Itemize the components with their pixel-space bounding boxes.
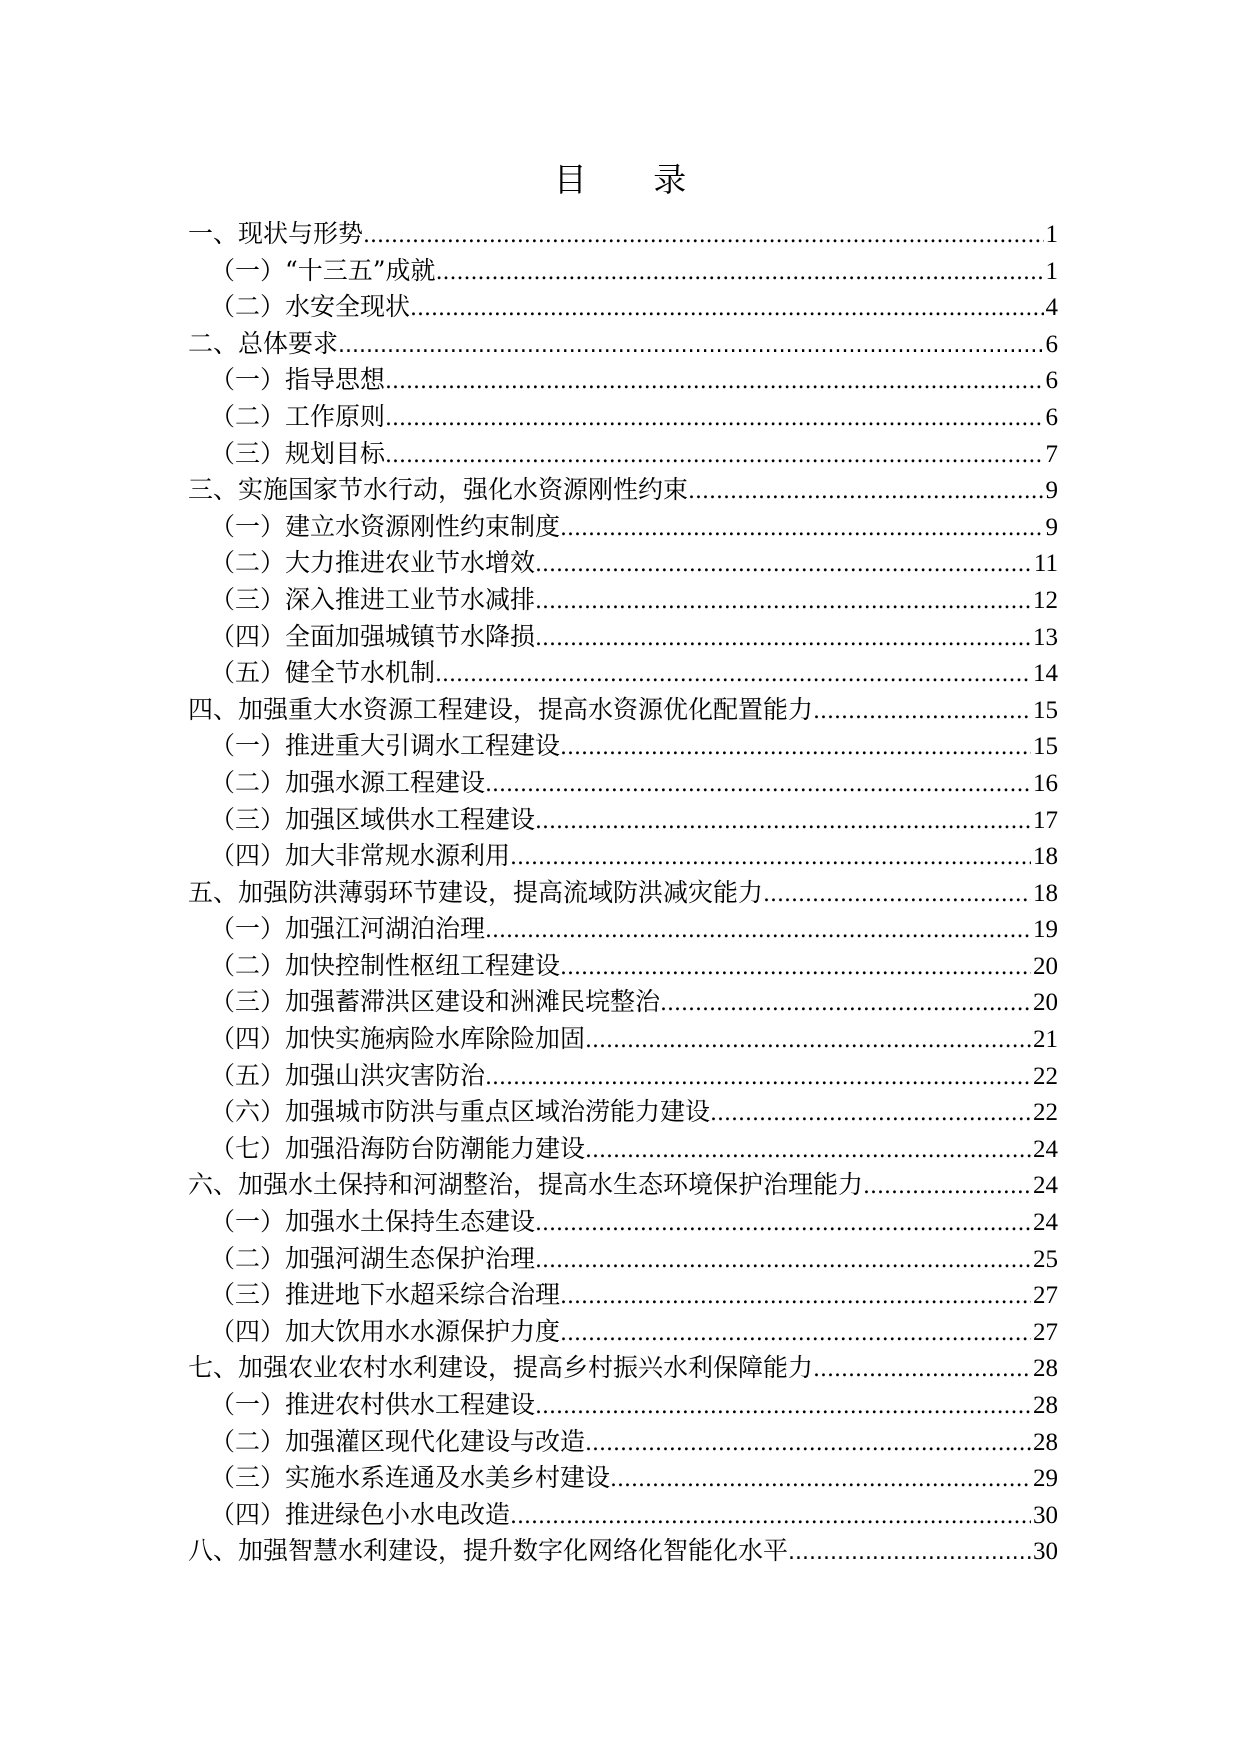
toc-entry-label: （四）加大饮用水水源保护力度: [210, 1316, 561, 1346]
toc-chapter-entry[interactable]: [188, 1167, 1058, 1204]
toc-entry-label: （一）“十三五”成就: [210, 255, 436, 285]
toc-entry-label: （一）建立水资源刚性约束制度: [210, 511, 561, 541]
toc-entry-label: （一）推进农村供水工程建设: [210, 1390, 536, 1419]
toc-dot-leader: [585, 1133, 1031, 1168]
toc-page-number: 18: [1033, 879, 1058, 907]
toc-dot-leader: [560, 1316, 1031, 1351]
toc-page-number: 6: [1045, 403, 1058, 431]
toc-page-number: 9: [1045, 513, 1058, 541]
toc-section-entry[interactable]: [188, 802, 1058, 839]
toc-page-number: 28: [1033, 1392, 1058, 1419]
toc-entry-label: （二）加强河湖生态保护治理: [210, 1243, 536, 1273]
toc-page-number: 12: [1033, 586, 1058, 614]
toc-dot-leader: [485, 767, 1031, 802]
toc-entry-label: 一、现状与形势: [188, 219, 364, 248]
toc-page-number: 4: [1045, 294, 1058, 322]
toc-entry-label: （三）实施水系连通及水美乡村建设: [210, 1463, 611, 1493]
toc-entry-label: （四）推进绿色小水电改造: [210, 1499, 511, 1529]
toc-entry-label: （三）推进地下水超采综合治理: [210, 1280, 561, 1310]
toc-page-number: 24: [1033, 1209, 1058, 1237]
toc-dot-leader: [363, 218, 1043, 253]
toc-entry-label: （一）推进重大引调水工程建设: [210, 731, 561, 761]
toc-chapter-entry[interactable]: [188, 1350, 1058, 1387]
toc-entry-label: （一）加强水土保持生态建设: [210, 1207, 536, 1237]
toc-section-entry[interactable]: [188, 545, 1058, 582]
toc-dot-leader: [763, 877, 1031, 912]
toc-dot-leader: [535, 1243, 1031, 1278]
toc-page-number: 6: [1045, 330, 1058, 358]
toc-entry-label: 三、实施国家节水行动，强化水资源刚性约束: [188, 475, 689, 505]
toc-dot-leader: [560, 950, 1031, 985]
toc-section-entry[interactable]: [188, 1204, 1058, 1241]
toc-page-number: 27: [1033, 1318, 1058, 1346]
toc-entry-label: （五）加强山洪灾害防治: [210, 1060, 486, 1090]
toc-entry-label: （五）健全节水机制: [210, 658, 436, 688]
toc-dot-leader: [813, 694, 1031, 729]
toc-entry-label: （二）水安全现状: [210, 292, 411, 322]
toc-entry-label: （三）深入推进工业节水减排: [210, 584, 536, 614]
toc-entry-label: （一）加强江河湖泊治理: [210, 914, 486, 944]
toc-page-number: 11: [1033, 550, 1058, 578]
toc-entry-label: （四）全面加强城镇节水降损: [210, 621, 536, 651]
toc-entry-label: （三）加强区域供水工程建设: [210, 804, 536, 834]
toc-entry-label: （六）加强城市防洪与重点区域治涝能力建设: [210, 1097, 711, 1127]
toc-entry-label: （二）加快控制性枢纽工程建设: [210, 950, 561, 980]
toc-dot-leader: [585, 1426, 1031, 1461]
toc-dot-leader: [535, 547, 1032, 582]
toc-entry-label: （一）指导思想: [210, 365, 386, 395]
toc-chapter-entry[interactable]: [188, 326, 1058, 363]
toc-dot-leader: [385, 438, 1043, 473]
toc-entry-label: 二、总体要求: [188, 328, 339, 358]
toc-dot-leader: [788, 1535, 1031, 1570]
toc-dot-leader: [560, 730, 1031, 765]
toc-section-entry[interactable]: [188, 1460, 1058, 1497]
toc-dot-leader: [660, 986, 1031, 1021]
toc-entry-label: 四、加强重大水资源工程建设，提高水资源优化配置能力: [188, 694, 814, 724]
toc-title: 目 录: [553, 160, 715, 199]
toc-section-entry[interactable]: [188, 838, 1058, 875]
toc-page-number: 25: [1033, 1245, 1058, 1273]
toc-section-entry[interactable]: [188, 399, 1058, 436]
toc-dot-leader: [585, 1023, 1031, 1058]
toc-section-entry[interactable]: [188, 1131, 1058, 1168]
toc-dot-leader: [410, 291, 1043, 326]
toc-dot-leader: [535, 584, 1031, 619]
toc-page-number: 24: [1033, 1172, 1058, 1200]
toc-dot-leader: [535, 1206, 1031, 1241]
toc-dot-leader: [610, 1462, 1031, 1497]
toc-page-number: 9: [1045, 477, 1058, 505]
toc-dot-leader: [560, 511, 1043, 546]
toc-section-entry[interactable]: [188, 728, 1058, 765]
toc-dot-leader: [385, 364, 1043, 399]
toc-section-entry[interactable]: [188, 1094, 1058, 1131]
toc-entry-label: 七、加强农业农村水利建设，提高乡村振兴水利保障能力: [188, 1353, 814, 1383]
toc-chapter-entry[interactable]: [188, 216, 1058, 253]
toc-page-number: 20: [1033, 989, 1058, 1017]
toc-page-number: 28: [1033, 1428, 1058, 1456]
toc-page-number: 1: [1045, 257, 1058, 285]
toc-dot-leader: [485, 1060, 1031, 1095]
toc-section-entry[interactable]: [188, 1277, 1058, 1314]
toc-dot-leader: [436, 255, 1044, 290]
toc-page-number: 22: [1033, 1099, 1058, 1127]
toc-section-entry[interactable]: [188, 1058, 1058, 1095]
toc-dot-leader: [535, 804, 1031, 839]
toc-entry-label: （二）大力推进农业节水增效: [210, 548, 536, 578]
toc-entry-label: （七）加强沿海防台防潮能力建设: [210, 1133, 586, 1163]
toc-section-entry[interactable]: [188, 1497, 1058, 1534]
toc-section-entry[interactable]: [188, 1021, 1058, 1058]
toc-page-number: 15: [1033, 696, 1058, 724]
toc-dot-leader: [813, 1352, 1031, 1387]
toc-entry-label: （二）工作原则: [210, 401, 386, 431]
toc-dot-leader: [385, 401, 1043, 436]
toc-page-number: 24: [1033, 1135, 1058, 1163]
toc-page-number: 16: [1033, 769, 1058, 797]
toc-section-entry[interactable]: [188, 253, 1058, 290]
toc-page-number: 28: [1033, 1355, 1058, 1383]
toc-chapter-entry[interactable]: [188, 1533, 1058, 1570]
toc-entry-label: （四）加大非常规水源利用: [210, 841, 511, 871]
toc-section-entry[interactable]: [188, 1424, 1058, 1461]
toc-page-number: 13: [1033, 623, 1058, 651]
toc-section-entry[interactable]: [188, 582, 1058, 619]
toc-page-number: 19: [1033, 916, 1058, 944]
toc-page-number: 1: [1045, 221, 1058, 248]
toc-section-entry[interactable]: [188, 765, 1058, 802]
toc-chapter-entry[interactable]: [188, 692, 1058, 729]
toc-chapter-entry[interactable]: [188, 472, 1058, 509]
toc-dot-leader: [710, 1096, 1031, 1131]
toc-entry-label: （三）规划目标: [210, 438, 386, 468]
toc-section-entry[interactable]: [188, 289, 1058, 326]
toc-dot-leader: [510, 1499, 1031, 1534]
toc-page-number: 22: [1033, 1062, 1058, 1090]
toc-page-number: 21: [1033, 1026, 1058, 1054]
toc-page-number: 30: [1033, 1501, 1058, 1529]
toc-page-number: 18: [1033, 843, 1058, 871]
toc-page-number: 17: [1033, 806, 1058, 834]
toc-entry-label: 五、加强防洪薄弱环节建设，提高流域防洪减灾能力: [188, 877, 764, 907]
toc-section-entry[interactable]: [188, 509, 1058, 546]
toc-entry-label: （四）加快实施病险水库除险加固: [210, 1024, 586, 1054]
toc-dot-leader: [485, 913, 1031, 948]
toc-dot-leader: [435, 657, 1031, 692]
table-of-contents: [188, 216, 1058, 1570]
toc-section-entry[interactable]: [188, 655, 1058, 692]
toc-page-number: 27: [1033, 1282, 1058, 1310]
toc-entry-label: 六、加强水土保持和河湖整治，提高水生态环境保护治理能力: [188, 1170, 864, 1200]
toc-entry-label: （三）加强蓄滞洪区建设和洲滩民垸整治: [210, 987, 661, 1017]
toc-dot-leader: [535, 1389, 1031, 1424]
toc-section-entry[interactable]: [188, 984, 1058, 1021]
toc-entry-label: （二）加强水源工程建设: [210, 767, 486, 797]
toc-entry-label: （二）加强灌区现代化建设与改造: [210, 1426, 586, 1456]
toc-dot-leader: [535, 621, 1031, 656]
toc-page-number: 6: [1045, 367, 1058, 395]
toc-section-entry[interactable]: [188, 948, 1058, 985]
toc-dot-leader: [863, 1169, 1031, 1204]
toc-section-entry[interactable]: [188, 1241, 1058, 1278]
toc-dot-leader: [510, 840, 1031, 875]
toc-chapter-entry[interactable]: [188, 875, 1058, 912]
toc-page-number: 15: [1033, 733, 1058, 761]
toc-section-entry[interactable]: [188, 436, 1058, 473]
toc-page-number: 29: [1033, 1465, 1058, 1493]
toc-page-number: 7: [1045, 440, 1058, 468]
toc-section-entry[interactable]: [188, 1387, 1058, 1424]
toc-page-number: 30: [1033, 1538, 1058, 1566]
toc-section-entry[interactable]: [188, 619, 1058, 656]
toc-entry-label: 八、加强智慧水利建设，提升数字化网络化智能化水平: [188, 1536, 789, 1566]
toc-page-number: 14: [1033, 660, 1058, 688]
toc-section-entry[interactable]: [188, 362, 1058, 399]
toc-dot-leader: [338, 328, 1043, 363]
toc-dot-leader: [688, 474, 1043, 509]
toc-section-entry[interactable]: [188, 911, 1058, 948]
toc-dot-leader: [560, 1279, 1031, 1314]
toc-section-entry[interactable]: [188, 1314, 1058, 1351]
toc-page-number: 20: [1033, 952, 1058, 980]
